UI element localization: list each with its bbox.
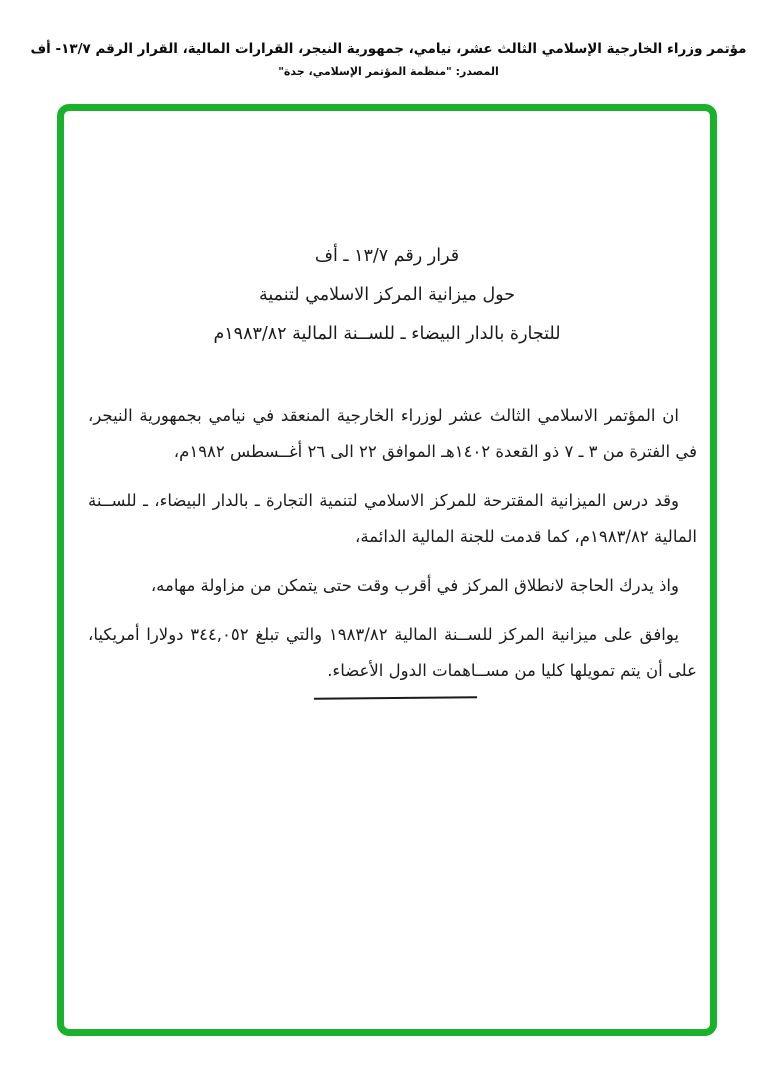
green-scan-frame [57, 104, 717, 1036]
decree-number-line: قرار رقم ١٣/٧ ـ أف [314, 246, 460, 266]
decree-title-block [64, 237, 710, 354]
decree-paragraph-preamble: ان المؤتمر الاسلامي الثالث عشر لوزراء الخارجية المنعقد في نيامي بجمهورية النيجر، في الفترة من ٣ ـ ٧ ذو القعدة ١٤٠٢هـ الموافق ٢٢ الى ٢٦ أغــسطس ١٩٨٢م، [88, 406, 697, 461]
decree-paragraph-recognizing-need: واذ يدرك الحاجة لانطلاق المركز في أقرب وقت حتى يتمكن من مزاولة مهامه، [150, 576, 679, 595]
decree-body [64, 398, 710, 689]
source-caption [0, 38, 777, 82]
signature-rule [314, 696, 477, 699]
source-caption-line2: المصدر: "منظمة المؤتمر الإسلامي، جدة" [278, 65, 499, 78]
decree-subject-line1: حول ميزانية المركز الاسلامي لتنمية [258, 285, 516, 305]
decree-subject-line2: للتجارة بالدار البيضاء ـ للســنة المالية ١٩٨٣/٨٢م [213, 324, 561, 344]
source-caption-line1: مؤتمر وزراء الخارجية الإسلامي الثالث عشر، نيامي، جمهورية النيجر، القرارات المالية، القرار الرقم ١٣/٧- أف [30, 41, 747, 57]
decree-paragraph-having-studied: وقد درس الميزانية المقترحة للمركز الاسلامي لتنمية التجارة ـ بالدار البيضاء، ـ للســنة المالية ١٩٨٣/٨٢م، كما قدمت للجنة المالية الدائمة، [88, 491, 697, 546]
decree-paragraph-resolution: يوافق على ميزانية المركز للســنة المالية ١٩٨٣/٨٢ والتي تبلغ ٣٤٤,٠٥٢ دولارا أمريكيا، على أن يتم تمويلها كليا من مســاهمات الدول الأعضاء. [88, 625, 697, 680]
